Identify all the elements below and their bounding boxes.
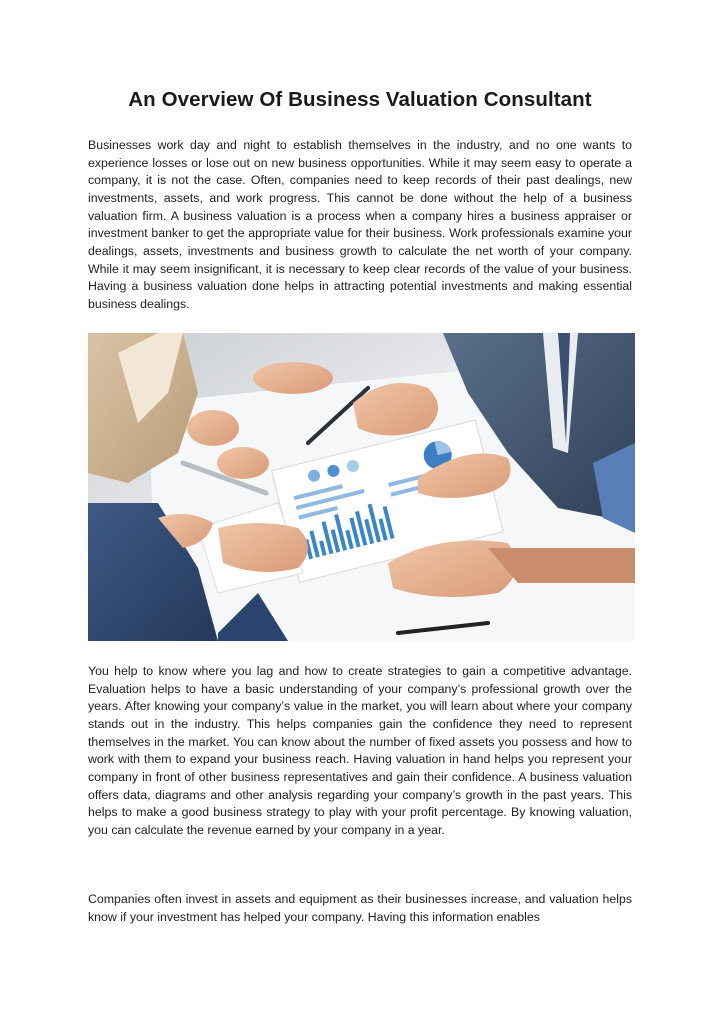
paragraph-3: Companies often invest in assets and equipment as their businesses increase, and valuation helps know if your investment has helped your company. Having this information enables — [88, 892, 632, 924]
page-title: An Overview Of Business Valuation Consultant — [128, 88, 592, 111]
business-meeting-photo — [88, 333, 635, 641]
paragraph-1: Businesses work day and night to establish themselves in the industry, and no one wants to experience losses or lose out on new business opportunities. While it may seem easy to operate a company, it is not the case. Often, companies need to keep records of their past dealings, new investments, assets, and work progress. This cannot be done without the help of a business valuation firm. A business valuation is a process when a company hires a business appraiser or investment banker to get the appropriate value for their business. Work professionals examine your dealings, assets, investments and business growth to calculate the net worth of your company. While it may seem insignificant, it is necessary to keep clear records of the value of your business. Having a business valuation done helps in attracting potential investments and making essential business dealings. — [88, 138, 632, 311]
paragraph-2: You help to know where you lag and how to create strategies to gain a competitive advantage. Evaluation helps to have a basic understanding of your company’s professional growth over the years. After knowing your company’s value in the market, you will learn about where your company stands out in the industry. This helps companies gain the confidence they need to represent themselves in the market. You can know about the number of fixed assets you possess and how to work with them to expand your business reach. Having valuation in hand helps you represent your company in front of other business representatives and gain their confidence. A business valuation offers data, diagrams and other analysis regarding your company’s growth in the past years. This helps to make a good business strategy to play with your profit percentage. By knowing valuation, you can calculate the revenue earned by your company in a year. — [88, 664, 632, 837]
